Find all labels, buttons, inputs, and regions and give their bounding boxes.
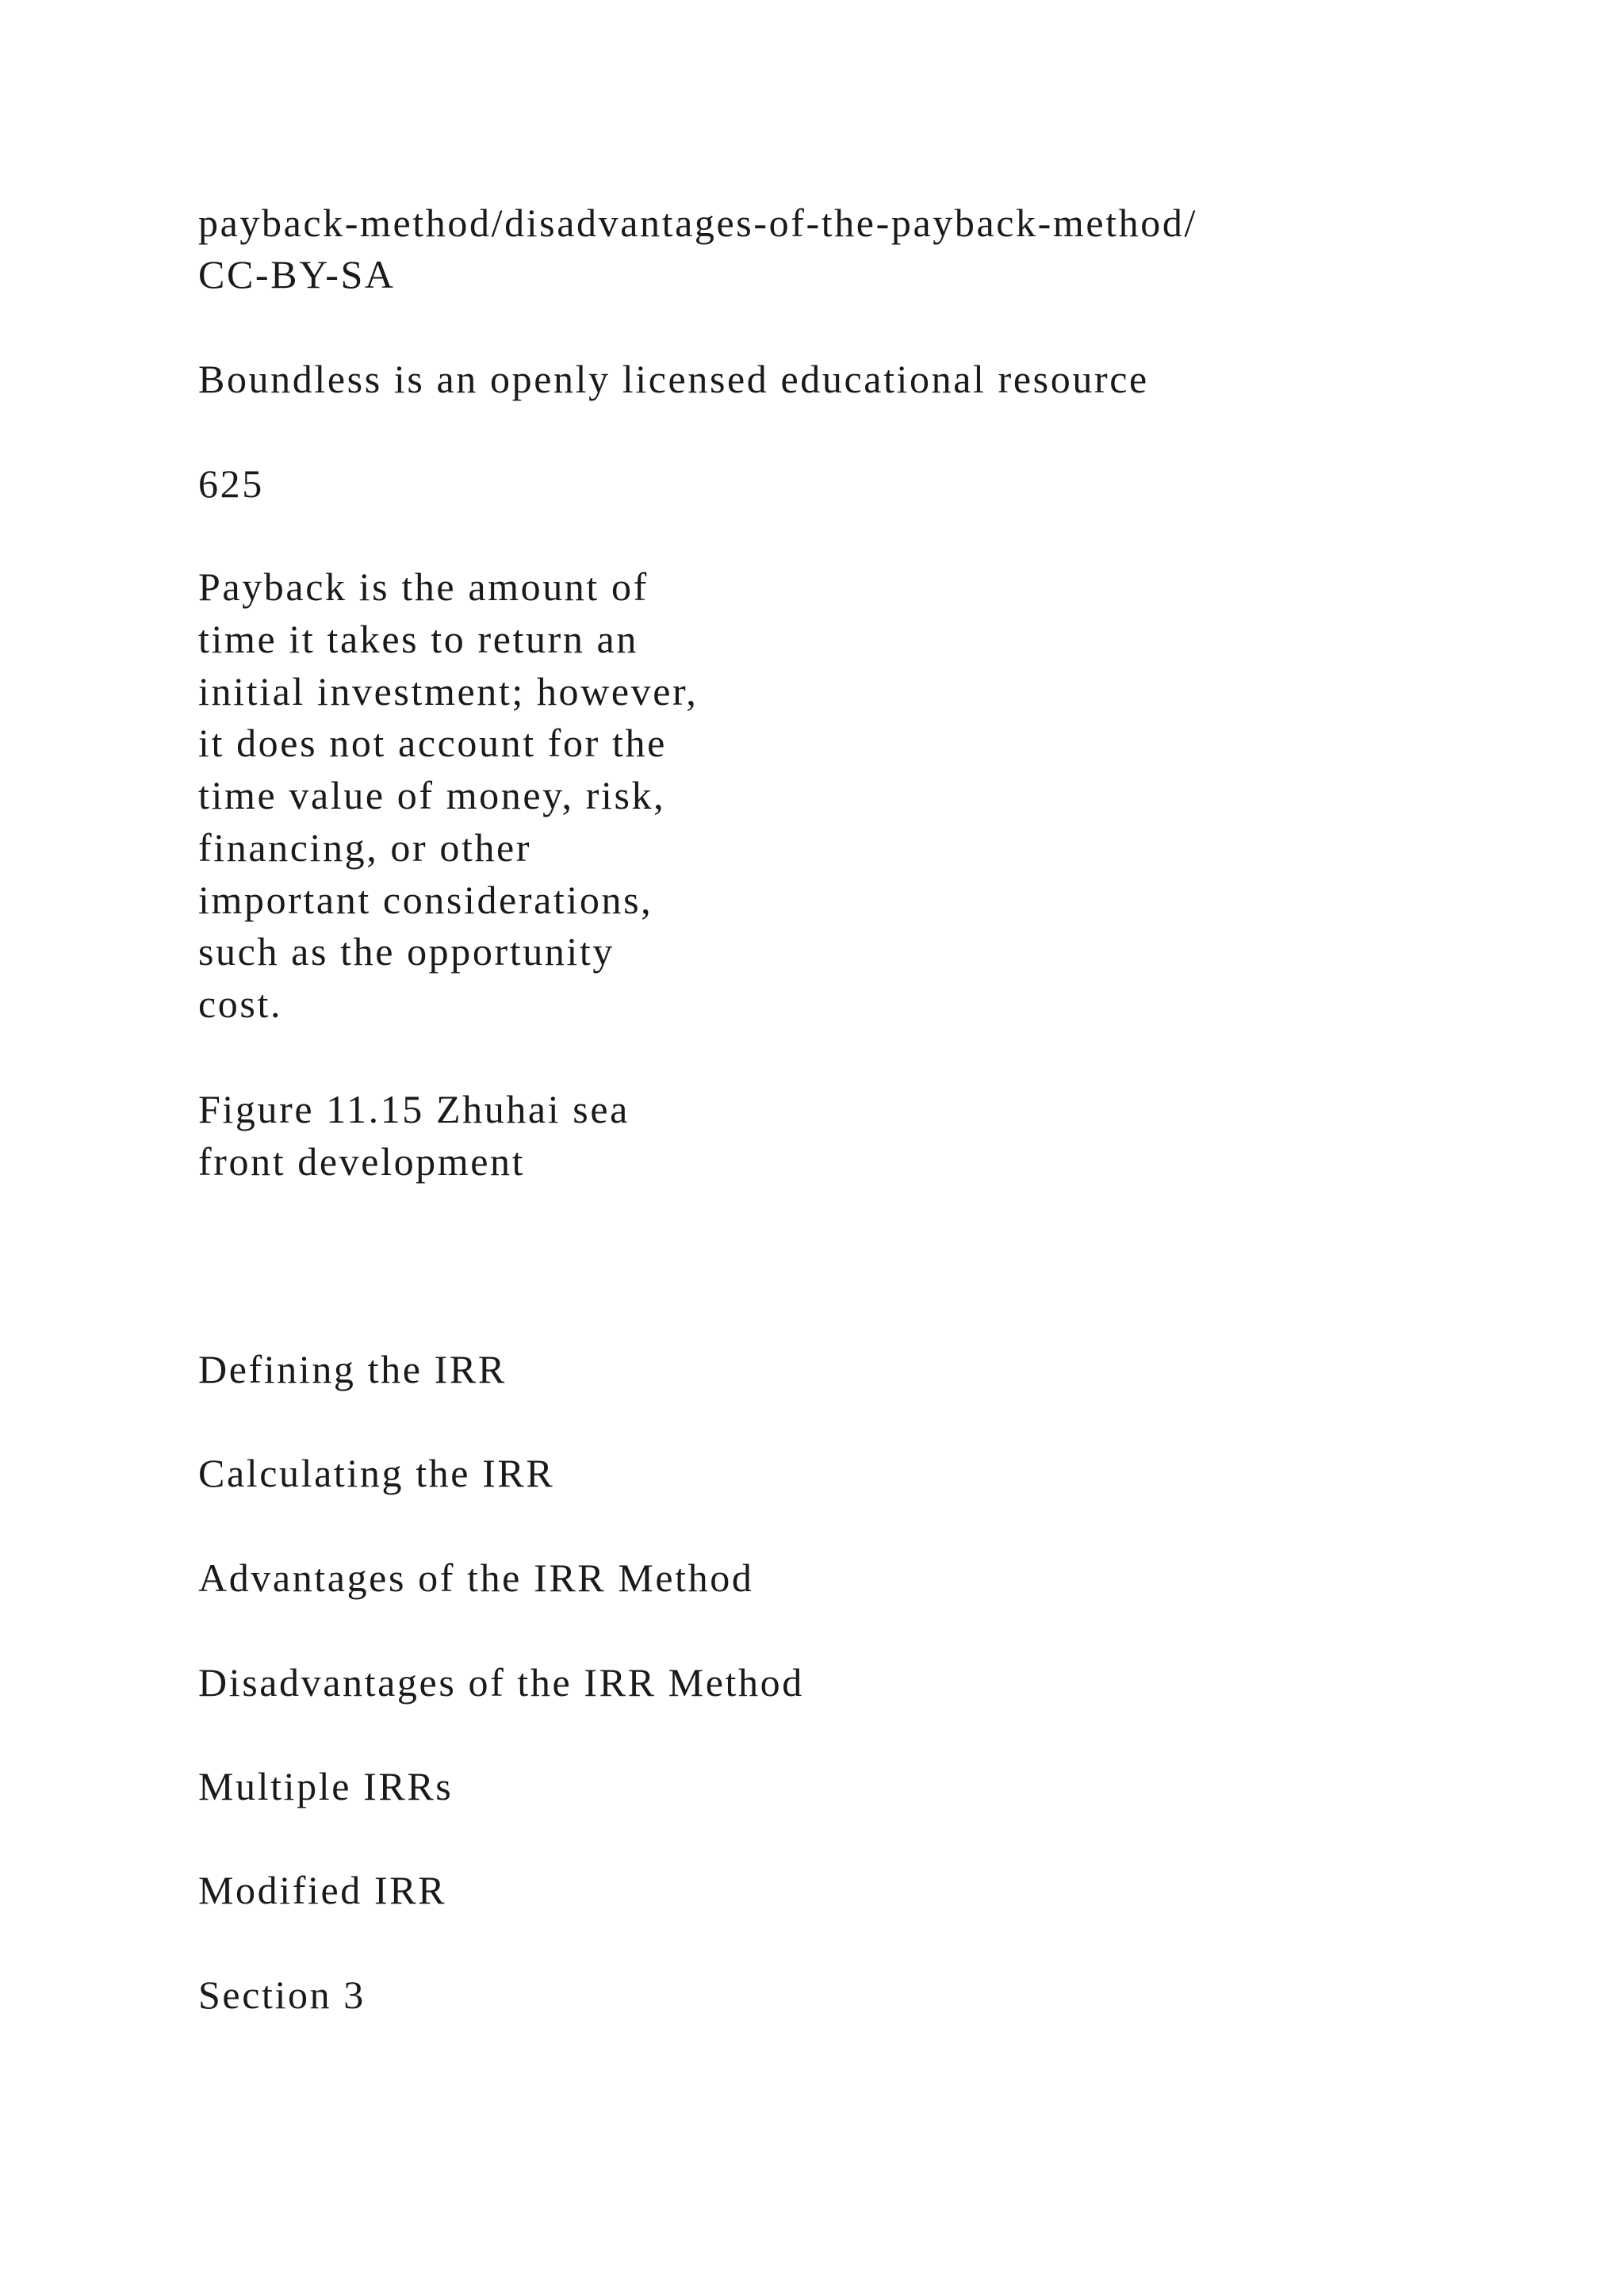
source-url-line: payback-method/disadvantages-of-the-payback-method/ [198, 201, 1197, 245]
summary-line: it does not account for the [198, 721, 667, 765]
license-line: CC-BY-SA [198, 252, 396, 297]
toc-item: Multiple IRRs [198, 1764, 454, 1808]
summary-line: time it takes to return an [198, 617, 638, 661]
publisher-note: Boundless is an openly licensed educational resource [198, 357, 1149, 401]
summary-line: initial investment; however, [198, 669, 699, 714]
summary-line: financing, or other [198, 825, 532, 870]
summary-line: Payback is the amount of [198, 564, 649, 609]
figure-caption-line: front development [198, 1139, 526, 1184]
summary-line: important considerations, [198, 878, 653, 922]
section-label: Section 3 [198, 1973, 366, 2017]
toc-item: Modified IRR [198, 1868, 447, 1912]
figure-caption-line: Figure 11.15 Zhuhai sea [198, 1087, 630, 1131]
summary-line: such as the opportunity [198, 929, 615, 974]
summary-line: time value of money, risk, [198, 773, 666, 817]
toc-item: Calculating the IRR [198, 1451, 555, 1495]
summary-line: cost. [198, 982, 283, 1026]
toc-item: Advantages of the IRR Method [198, 1556, 754, 1600]
page-number: 625 [198, 461, 264, 506]
toc-item: Disadvantages of the IRR Method [198, 1660, 804, 1705]
toc-item: Defining the IRR [198, 1347, 507, 1391]
